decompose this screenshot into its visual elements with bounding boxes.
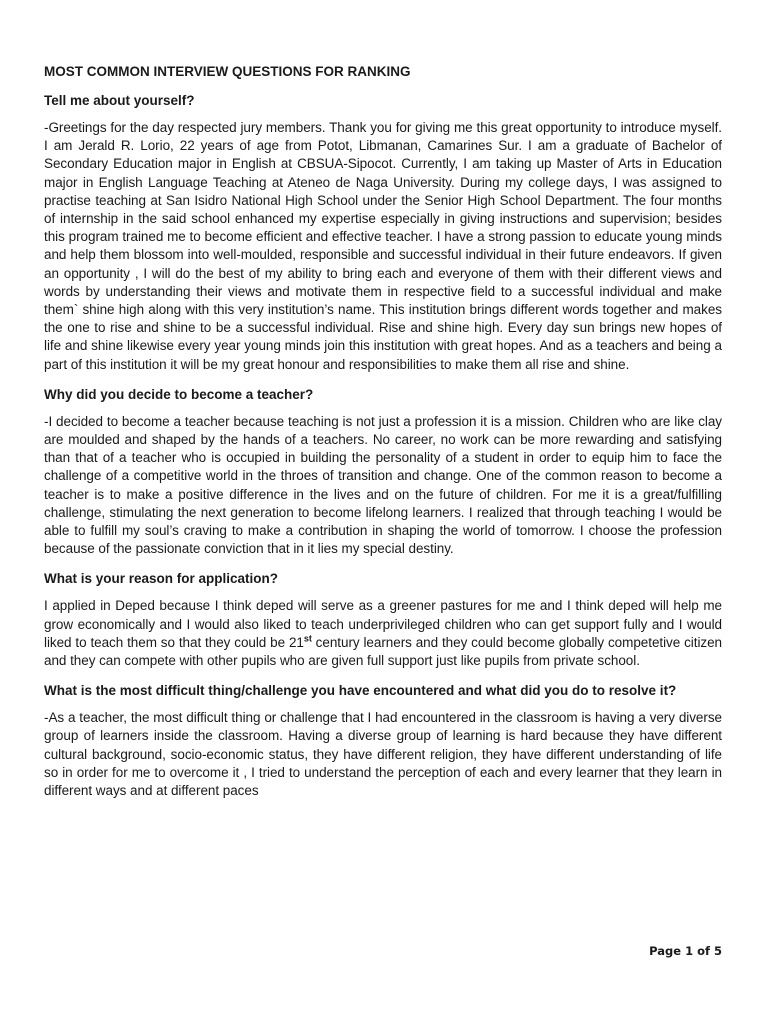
document-page (44, 62, 722, 811)
question-tell-me-about-yourself: Tell me about yourself? (44, 93, 195, 108)
answer-text-after: century learners and they could become globally competetive citizen and they can compete with other pupils who are given full support just like pupils from private school. (44, 634, 723, 669)
document-title: MOST COMMON INTERVIEW QUESTIONS FOR RANKING (44, 64, 411, 79)
answer-reason-for-application (44, 597, 722, 670)
answer-text-before: I applied in Deped because I think deped will serve as a greener pastures for me and I think deped will help me grow economically and I would also liked to teach underprivileged children who can get support fully and I would liked to teach them so that they could be 21 (44, 598, 722, 650)
ordinal-suffix: st (303, 633, 312, 644)
question-why-teacher: Why did you decide to become a teacher? (44, 386, 314, 402)
answer-most-difficult-challenge: -As a teacher, the most difficult thing or challenge that I had encountered in the classroom is having a very diverse group of learners inside the classroom. Having a diverse group of learning is hard because they have different cultural background, socio-economic status, they have different religion, they have different understanding of life so in order for me to overcome it , I tried to understand the perception of each and every learner that they learn in different ways and at different paces (44, 710, 722, 799)
answer-why-teacher: -I decided to become a teacher because teaching is not just a profession it is a mission. Children who are like clay are moulded and shaped by the hands of a teachers. No career, no work can be more rewarding and satisfying than that of a teacher who is occupied in building the personality of a student in order to equip him to face the challenge of a competitive world in the throes of transition and change. One of the common reason to become a teacher is to make a positive difference in the lives and on the future of children. For me it is a great/fulfilling challenge, stimulating the next generation to become lifelong learners. I realized that through teaching I would be able to fulfill my soul’s craving to make a contribution in shaping the world of tomorrow. I choose the profession because of the passionate conviction that in it lies my special destiny. (44, 413, 722, 557)
question-reason-for-application: What is your reason for application? (44, 571, 279, 587)
answer-tell-me-about-yourself: -Greetings for the day respected jury members. Thank you for giving me this great opportunity to introduce myself. I am Jerald R. Lorio, 22 years of age from Potot, Libmanan, Camarines Sur. I am a graduate of Bachelor of Secondary Education major in English at CBSUA-Sipocot. Currently, I am taking up Master of Arts in Education major in English Language Teaching at Ateneo de Naga University. During my college days, I was assigned to practise teaching at San Isidro National High School under the Senior High School Department. The four months of internship in the said school enhanced my expertise especially in giving instructions and supervision; besides this program trained me to become efficient and effective teacher. I have a strong passion to educate young minds and help them blossom into well-moulded, responsible and successful individual in their future endeavors. If given an opportunity , I will do the best of my ability to bring each and everyone of them with their different views and words by understanding their views and motivate them in respective field to a successful individual and make them` shine high along with this very institution’s name. This institution brings different words together and makes the one to rise and shine to be a successful individual. Rise and shine high. Every day sun brings new hopes of life and shine likewise every year young minds join this institution with great hopes. And as a teachers and being a part of this institution it will be my great honour and responsibilities to make them all rise and shine. (44, 120, 722, 372)
page-number: Page 1 of 5 (649, 944, 722, 958)
question-most-difficult-challenge: What is the most difficult thing/challenge you have encountered and what did you do to resolve it? (44, 683, 677, 699)
